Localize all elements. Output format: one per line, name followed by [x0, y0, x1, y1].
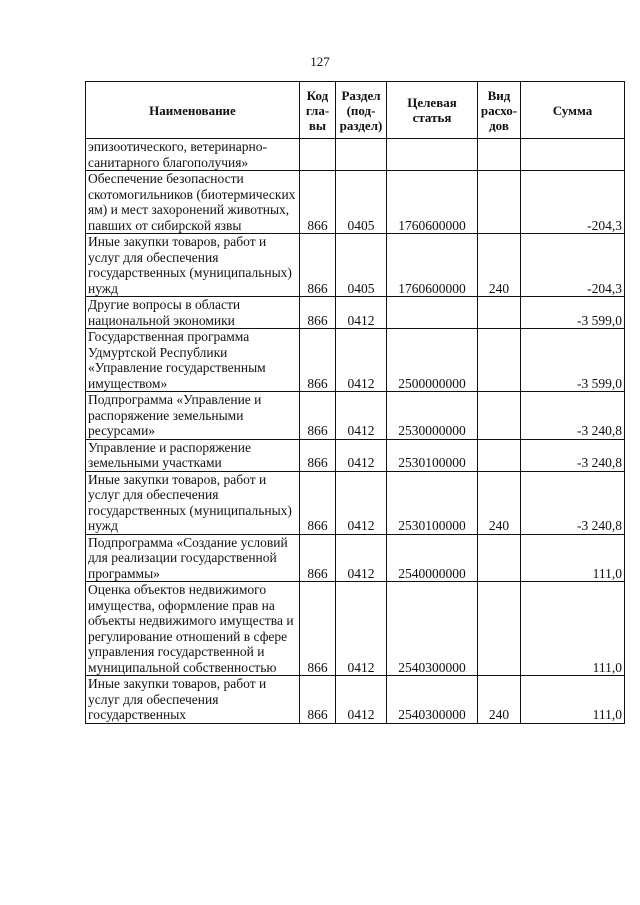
row-section: 0412 — [336, 329, 387, 392]
table-header-row — [86, 82, 625, 139]
header-name: Наименование — [86, 82, 300, 139]
row-target: 1760600000 — [387, 234, 478, 297]
row-section: 0405 — [336, 171, 387, 234]
row-code: 866 — [300, 676, 336, 724]
row-section: 0412 — [336, 392, 387, 440]
header-expense-type: Вид расхо- дов — [478, 82, 521, 139]
row-sum: 111,0 — [521, 676, 625, 724]
row-expense-type — [478, 439, 521, 471]
page-number: 127 — [310, 54, 330, 69]
row-section: 0412 — [336, 534, 387, 582]
row-section: 0412 — [336, 582, 387, 676]
row-target: 2500000000 — [387, 329, 478, 392]
row-code: 866 — [300, 329, 336, 392]
row-name: Оценка объектов недвижимого имущества, оформление прав на объекты недвижимого имущества и регулирование отношений в сфере управления государственной и муниципальной собственностью — [86, 582, 300, 676]
row-target: 2530100000 — [387, 471, 478, 534]
row-name: Управление и распоряжение земельными участками — [86, 439, 300, 471]
row-expense-type — [478, 582, 521, 676]
row-section: 0405 — [336, 234, 387, 297]
row-code: 866 — [300, 582, 336, 676]
row-code: 866 — [300, 171, 336, 234]
row-section: 0412 — [336, 439, 387, 471]
row-name: Государственная программа Удмуртской Республики «Управление государственным имуществом» — [86, 329, 300, 392]
row-target: 2540300000 — [387, 582, 478, 676]
row-name: Другие вопросы в области национальной экономики — [86, 297, 300, 329]
table-row — [86, 392, 625, 440]
row-code: 866 — [300, 534, 336, 582]
table-row — [86, 471, 625, 534]
row-name: эпизоотического, ветеринарно-санитарного благополучия» — [86, 139, 300, 171]
row-expense-type: 240 — [478, 676, 521, 724]
row-sum: -3 240,8 — [521, 439, 625, 471]
row-target: 2530100000 — [387, 439, 478, 471]
header-target: Целевая статья — [387, 82, 478, 139]
header-sum: Сумма — [521, 82, 625, 139]
row-code: 866 — [300, 297, 336, 329]
row-expense-type — [478, 171, 521, 234]
row-sum: -3 599,0 — [521, 329, 625, 392]
row-sum: 111,0 — [521, 534, 625, 582]
row-name: Иные закупки товаров, работ и услуг для обеспечения государственных — [86, 676, 300, 724]
table-row — [86, 329, 625, 392]
table-row — [86, 139, 625, 171]
table-row — [86, 297, 625, 329]
row-code: 866 — [300, 234, 336, 297]
row-target — [387, 139, 478, 171]
row-expense-type: 240 — [478, 234, 521, 297]
row-code: 866 — [300, 471, 336, 534]
row-name: Иные закупки товаров, работ и услуг для обеспечения государственных (муниципальных) нужд — [86, 471, 300, 534]
header-code: Код гла- вы — [300, 82, 336, 139]
row-expense-type: 240 — [478, 471, 521, 534]
row-sum — [521, 139, 625, 171]
row-section: 0412 — [336, 471, 387, 534]
row-sum: -204,3 — [521, 171, 625, 234]
header-section: Раздел (под- раздел) — [336, 82, 387, 139]
row-target: 1760600000 — [387, 171, 478, 234]
table-row — [86, 234, 625, 297]
row-expense-type — [478, 139, 521, 171]
row-expense-type — [478, 297, 521, 329]
table-row — [86, 582, 625, 676]
row-sum: -204,3 — [521, 234, 625, 297]
row-sum: -3 240,8 — [521, 471, 625, 534]
row-expense-type — [478, 392, 521, 440]
row-target — [387, 297, 478, 329]
row-code — [300, 139, 336, 171]
row-section: 0412 — [336, 676, 387, 724]
table-row — [86, 534, 625, 582]
row-code: 866 — [300, 439, 336, 471]
row-target: 2540000000 — [387, 534, 478, 582]
row-name: Обеспечение безопасности скотомогильников (биотермических ям) и мест захоронений животных, павших от сибирской язвы — [86, 171, 300, 234]
table-row — [86, 171, 625, 234]
row-sum: -3 240,8 — [521, 392, 625, 440]
row-sum: 111,0 — [521, 582, 625, 676]
row-section: 0412 — [336, 297, 387, 329]
table-row — [86, 676, 625, 724]
row-expense-type — [478, 534, 521, 582]
table-row — [86, 439, 625, 471]
row-section — [336, 139, 387, 171]
row-target: 2540300000 — [387, 676, 478, 724]
budget-table — [85, 81, 625, 724]
row-name: Подпрограмма «Создание условий для реализации государственной программы» — [86, 534, 300, 582]
row-name: Подпрограмма «Управление и распоряжение земельными ресурсами» — [86, 392, 300, 440]
row-target: 2530000000 — [387, 392, 478, 440]
row-code: 866 — [300, 392, 336, 440]
row-expense-type — [478, 329, 521, 392]
row-name: Иные закупки товаров, работ и услуг для обеспечения государственных (муниципальных) нужд — [86, 234, 300, 297]
row-sum: -3 599,0 — [521, 297, 625, 329]
